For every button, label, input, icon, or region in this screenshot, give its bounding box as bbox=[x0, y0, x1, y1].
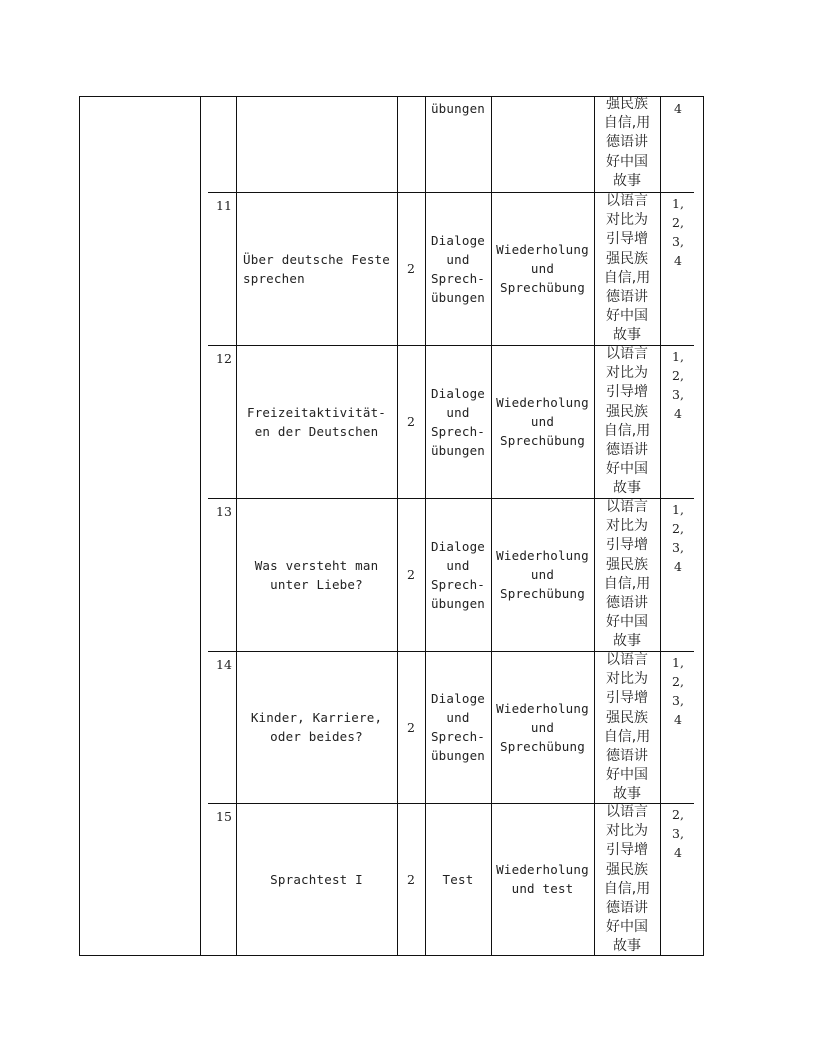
method-line: übungen bbox=[430, 442, 486, 458]
objective-item: 2, bbox=[672, 674, 684, 689]
method-line: und bbox=[446, 404, 470, 420]
objective-item: 4 bbox=[674, 559, 682, 574]
ideology-line: 引导增 bbox=[606, 690, 648, 707]
ideology-line: 故事 bbox=[613, 172, 641, 189]
hours-text: 2 bbox=[407, 719, 415, 735]
ideology-cell bbox=[594, 192, 660, 346]
hours-cell bbox=[397, 651, 425, 803]
method-line: Sprech- bbox=[430, 270, 486, 286]
method-cell bbox=[425, 97, 491, 118]
topic-cell bbox=[236, 345, 397, 498]
homework-line: Wiederholung bbox=[496, 242, 589, 257]
objective-item: 1, bbox=[672, 655, 684, 670]
topic-cell bbox=[236, 498, 397, 651]
topic-text: Kinder, Karriere, oder beides? bbox=[250, 710, 383, 744]
method-line: Sprech- bbox=[430, 423, 486, 439]
ideology-line: 好中国 bbox=[606, 153, 648, 170]
ideology-cell bbox=[594, 651, 660, 805]
ideology-cell bbox=[594, 498, 660, 652]
method-text: übungen bbox=[430, 101, 486, 116]
ideology-line: 好中国 bbox=[606, 767, 648, 784]
ideology-line: 德语讲 bbox=[606, 289, 648, 306]
ideology-line: 引导增 bbox=[606, 842, 648, 859]
ideology-line: 德语讲 bbox=[606, 442, 648, 459]
ideology-line: 以语言 bbox=[606, 346, 648, 362]
objective-item: 3, bbox=[672, 693, 684, 708]
homework-cell bbox=[491, 192, 594, 345]
method-cell bbox=[425, 803, 491, 955]
method-line: Dialoge bbox=[430, 538, 486, 554]
hours-text: 2 bbox=[407, 414, 415, 429]
homework-line: und bbox=[530, 261, 555, 276]
objective-item: 3, bbox=[672, 540, 684, 555]
ideology-line: 好中国 bbox=[606, 614, 648, 631]
ideology-line: 好中国 bbox=[606, 919, 648, 936]
method-line: Sprech- bbox=[430, 576, 486, 592]
ideology-line: 故事 bbox=[613, 327, 641, 344]
objectives-cell bbox=[660, 345, 696, 423]
hours-text: 2 bbox=[407, 567, 415, 582]
homework-line: Wiederholung bbox=[496, 395, 589, 410]
ideology-line: 引导增 bbox=[606, 231, 648, 248]
homework-line: Wiederholung bbox=[496, 862, 589, 877]
ideology-line: 对比为 bbox=[606, 212, 648, 229]
homework-cell bbox=[491, 803, 594, 955]
homework-line: Wiederholung bbox=[496, 700, 589, 716]
ideology-cell bbox=[594, 345, 660, 499]
topic-text: Über deutsche Feste sprechen bbox=[243, 251, 390, 286]
method-line: Dialoge bbox=[430, 691, 486, 706]
ideology-line: 好中国 bbox=[606, 461, 648, 478]
ideology-line: 强民族 bbox=[606, 96, 648, 112]
topic-cell bbox=[236, 651, 397, 803]
objective-item: 1, bbox=[672, 196, 684, 211]
hours-text: 2 bbox=[407, 871, 415, 887]
topic-text: Sprachtest I bbox=[270, 871, 363, 887]
ideology-line: 引导增 bbox=[606, 384, 648, 401]
ideology-line: 对比为 bbox=[606, 518, 648, 535]
ideology-line: 强民族 bbox=[606, 556, 648, 573]
topic-text: Was versteht man unter Liebe? bbox=[254, 557, 379, 592]
method-line: und bbox=[446, 710, 470, 725]
ideology-line: 故事 bbox=[613, 633, 641, 650]
objective-item: 2, bbox=[672, 521, 684, 536]
ideology-line: 自信,用 bbox=[603, 880, 651, 897]
objectives-cell bbox=[660, 803, 696, 862]
method-line: übungen bbox=[430, 748, 486, 763]
ideology-line: 对比为 bbox=[606, 823, 648, 840]
ideology-line: 德语讲 bbox=[606, 134, 648, 151]
objective-item: 2, bbox=[672, 807, 684, 822]
topic-text: Freizeitaktivität-en der Deutschen bbox=[246, 404, 387, 439]
ideology-line: 好中国 bbox=[606, 308, 648, 325]
ideology-line: 强民族 bbox=[606, 709, 648, 726]
ideology-line: 自信,用 bbox=[603, 269, 651, 286]
ideology-line: 自信,用 bbox=[603, 575, 651, 592]
topic-cell bbox=[236, 192, 397, 345]
hours-cell bbox=[397, 345, 425, 498]
lesson-number: 15 bbox=[216, 809, 232, 824]
objective-item: 3, bbox=[672, 826, 684, 841]
method-cell bbox=[425, 651, 491, 803]
ideology-line: 以语言 bbox=[606, 804, 648, 820]
objective-item: 2, bbox=[672, 215, 684, 230]
ideology-line: 故事 bbox=[613, 938, 641, 955]
ideology-line: 德语讲 bbox=[606, 900, 648, 917]
homework-cell bbox=[491, 651, 594, 803]
method-line: Test bbox=[442, 871, 474, 887]
method-line: und bbox=[446, 557, 470, 573]
method-line: übungen bbox=[430, 595, 486, 611]
homework-line: Wiederholung bbox=[496, 548, 589, 563]
objective-item: 3, bbox=[672, 387, 684, 402]
ideology-cell bbox=[594, 95, 660, 191]
objective-item: 1, bbox=[672, 502, 684, 517]
homework-line: und bbox=[530, 414, 555, 429]
method-line: Dialoge bbox=[430, 385, 486, 401]
lesson-number: 12 bbox=[216, 351, 232, 366]
ideology-line: 以语言 bbox=[606, 652, 648, 668]
ideology-line: 德语讲 bbox=[606, 748, 648, 765]
ideology-line: 自信,用 bbox=[603, 422, 651, 439]
ideology-line: 故事 bbox=[613, 480, 641, 497]
ideology-line: 德语讲 bbox=[606, 595, 648, 612]
col-divider bbox=[200, 96, 201, 956]
objectives-cell bbox=[660, 192, 696, 270]
objective-item: 4 bbox=[674, 845, 682, 860]
homework-cell bbox=[491, 498, 594, 651]
method-cell bbox=[425, 192, 491, 345]
hours-cell bbox=[397, 803, 425, 955]
method-line: übungen bbox=[430, 289, 486, 305]
ideology-line: 强民族 bbox=[606, 861, 648, 878]
ideology-line: 以语言 bbox=[606, 193, 648, 209]
homework-line: und bbox=[530, 567, 555, 582]
objectives-cell bbox=[660, 651, 696, 729]
hours-text: 2 bbox=[407, 261, 415, 276]
objective-item: 2, bbox=[672, 368, 684, 383]
homework-line: Sprechübung bbox=[500, 280, 585, 295]
homework-cell bbox=[491, 345, 594, 498]
lesson-number: 11 bbox=[216, 198, 232, 213]
objective-item: 3, bbox=[672, 234, 684, 249]
hours-cell bbox=[397, 192, 425, 345]
method-cell bbox=[425, 498, 491, 651]
homework-line: und bbox=[530, 719, 555, 735]
objective-item: 1, bbox=[672, 349, 684, 364]
homework-line: Sprechübung bbox=[500, 433, 585, 448]
ideology-line: 以语言 bbox=[606, 499, 648, 515]
homework-line: Sprechübung bbox=[500, 586, 585, 601]
method-line: Dialoge bbox=[430, 232, 486, 248]
objective-item: 4 bbox=[674, 712, 682, 727]
ideology-line: 故事 bbox=[613, 786, 641, 803]
objective-item: 4 bbox=[674, 253, 682, 268]
ideology-line: 强民族 bbox=[606, 250, 648, 267]
ideology-line: 自信,用 bbox=[603, 115, 651, 132]
method-cell bbox=[425, 345, 491, 498]
ideology-cell bbox=[594, 803, 660, 957]
lesson-number: 13 bbox=[216, 504, 232, 519]
objective-item: 4 bbox=[674, 101, 682, 116]
objective-item: 4 bbox=[674, 406, 682, 421]
method-line: und bbox=[446, 251, 470, 267]
homework-line: Sprechübung bbox=[500, 738, 585, 754]
objectives-cell bbox=[660, 498, 696, 576]
method-line: Sprech- bbox=[430, 729, 486, 744]
lesson-number: 14 bbox=[216, 657, 232, 672]
ideology-line: 引导增 bbox=[606, 537, 648, 554]
ideology-line: 自信,用 bbox=[603, 728, 651, 745]
topic-cell bbox=[236, 803, 397, 955]
objectives-cell bbox=[660, 97, 696, 118]
homework-line: und test bbox=[511, 881, 574, 896]
ideology-line: 强民族 bbox=[606, 403, 648, 420]
hours-cell bbox=[397, 498, 425, 651]
ideology-line: 对比为 bbox=[606, 365, 648, 382]
ideology-line: 对比为 bbox=[606, 671, 648, 688]
